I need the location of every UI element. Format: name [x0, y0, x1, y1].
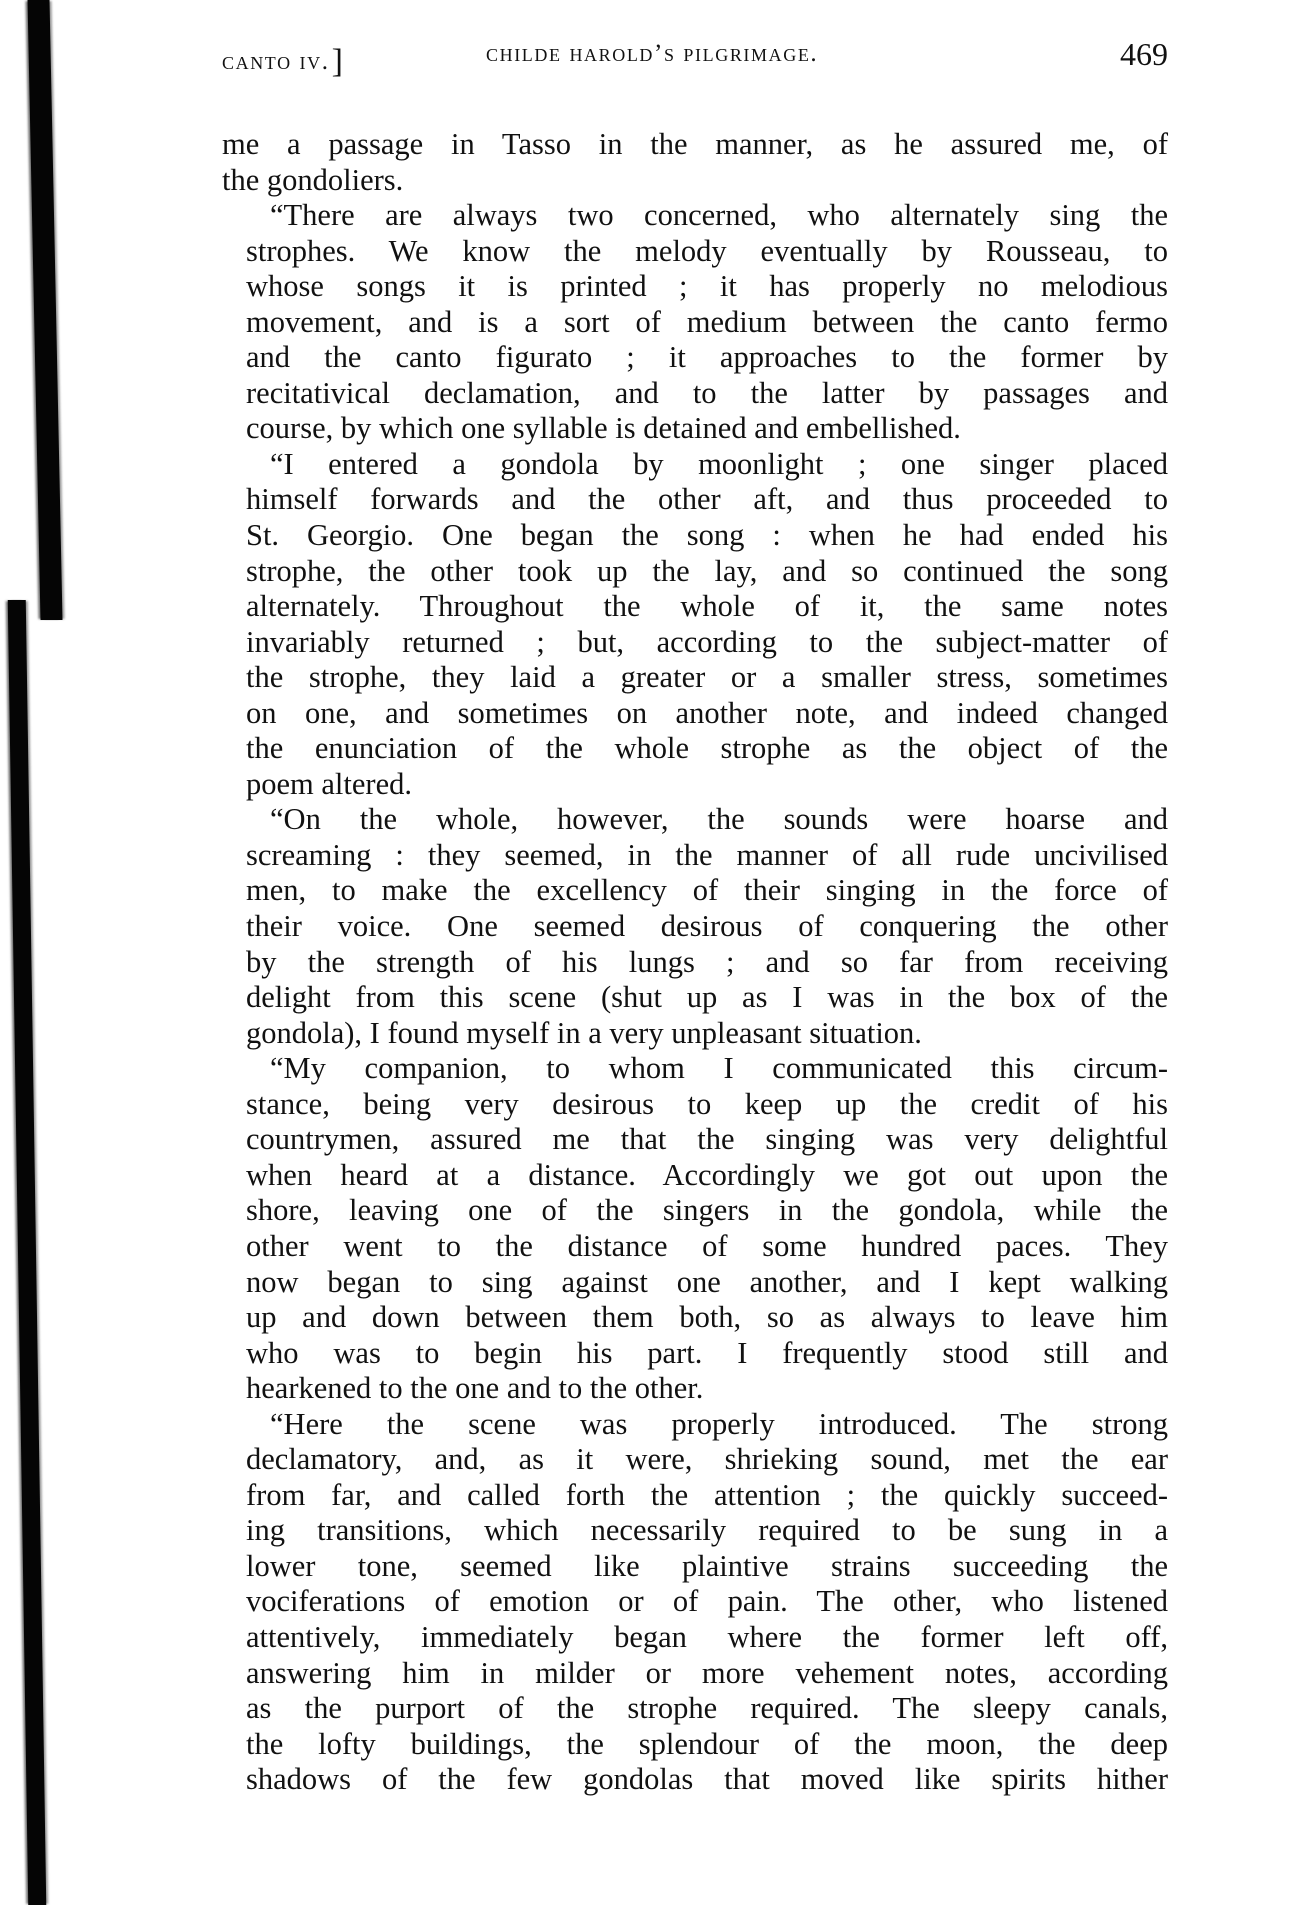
running-header-canto	[222, 40, 345, 78]
text-line: the gondoliers.	[222, 162, 404, 197]
text-line: vociferations of emotion or of pain. The other, who listened	[246, 1584, 1168, 1619]
text-line: St. Georgio. One began the song : when he had ended his	[246, 518, 1168, 553]
text-line: from far, and called forth the attention ; the quickly succeed-	[246, 1477, 1168, 1512]
paragraph	[222, 1407, 1168, 1798]
text-line: “I entered a gondola by moonlight ; one singer placed	[270, 446, 1168, 481]
text-line: on one, and sometimes on another note, and indeed changed	[246, 695, 1168, 730]
text-line: himself forwards and the other aft, and thus proceeded to	[246, 482, 1168, 517]
text-line: who was to begin his part. I frequently stood still and	[246, 1335, 1168, 1370]
text-line: “My companion, to whom I communicated this circum-	[270, 1051, 1168, 1086]
text-line: the lofty buildings, the splendour of the moon, the deep	[246, 1726, 1168, 1761]
text-line: recitativical declamation, and to the latter by passages and	[246, 375, 1168, 410]
text-line: and the canto figurato ; it approaches to the former by	[246, 340, 1168, 375]
text-line: “There are always two concerned, who alternately sing the	[270, 198, 1168, 233]
text-line: poem altered.	[246, 766, 412, 801]
paragraph	[222, 1051, 1168, 1406]
text-line: course, by which one syllable is detained and embellished.	[246, 411, 961, 446]
text-line: delight from this scene (shut up as I was in the box of the	[246, 980, 1168, 1015]
scan-binding-edge-upper	[28, 0, 63, 620]
text-line: “Here the scene was properly introduced. The strong	[270, 1406, 1168, 1441]
paragraph	[222, 447, 1168, 802]
text-line: movement, and is a sort of medium between the canto fermo	[246, 304, 1168, 339]
header-bracket: ]	[331, 43, 345, 80]
text-line: as the purport of the strophe required. The sleepy canals,	[246, 1691, 1168, 1726]
text-line: stance, being very desirous to keep up the credit of his	[246, 1086, 1168, 1121]
text-line: up and down between them both, so as always to leave him	[246, 1300, 1168, 1335]
text-line: the strophe, they laid a greater or a smaller stress, sometimes	[246, 660, 1168, 695]
text-line: attentively, immediately began where the former left off,	[246, 1619, 1168, 1654]
body-text	[222, 127, 1168, 1798]
text-line: “On the whole, however, the sounds were hoarse and	[270, 802, 1168, 837]
text-line: invariably returned ; but, according to the subject-matter of	[246, 624, 1168, 659]
text-line: declamatory, and, as it were, shrieking sound, met the ear	[246, 1442, 1168, 1477]
text-line: answering him in milder or more vehement notes, according	[246, 1655, 1168, 1690]
text-line: by the strength of his lungs ; and so far from receiving	[246, 944, 1168, 979]
canto-label: canto iv.	[222, 48, 330, 75]
text-line: alternately. Throughout the whole of it, the same notes	[246, 589, 1168, 624]
running-header	[222, 36, 1170, 90]
page-number: 469	[1120, 36, 1168, 72]
text-line: now began to sing against one another, and I kept walking	[246, 1264, 1168, 1299]
text-line: shore, leaving one of the singers in the gondola, while the	[246, 1193, 1168, 1228]
text-line: when heard at a distance. Accordingly we got out upon the	[246, 1157, 1168, 1192]
text-line: countrymen, assured me that the singing was very delightful	[246, 1122, 1168, 1157]
paragraph	[222, 802, 1168, 1051]
text-line: hearkened to the one and to the other.	[246, 1371, 704, 1406]
running-header-title: childe harold’s pilgrimage.	[486, 40, 819, 67]
text-line: ing transitions, which necessarily required to be sung in a	[246, 1513, 1168, 1548]
text-line: their voice. One seemed desirous of conquering the other	[246, 909, 1168, 944]
text-line: strophes. We know the melody eventually by Rousseau, to	[246, 233, 1168, 268]
text-line: me a passage in Tasso in the manner, as he assured me, of	[222, 127, 1168, 161]
text-line: screaming : they seemed, in the manner of all rude uncivilised	[246, 837, 1168, 872]
text-line: other went to the distance of some hundred paces. They	[246, 1228, 1168, 1263]
text-line: the enunciation of the whole strophe as the object of the	[246, 731, 1168, 766]
text-line: whose songs it is printed ; it has properly no melodious	[246, 269, 1168, 304]
paragraph	[222, 127, 1168, 198]
text-line: men, to make the excellency of their singing in the force of	[246, 873, 1168, 908]
text-line: shadows of the few gondolas that moved like spirits hither	[246, 1762, 1168, 1797]
paragraph	[222, 198, 1168, 447]
scan-binding-edge-lower	[8, 600, 47, 1905]
text-line: gondola), I found myself in a very unpleasant situation.	[246, 1015, 922, 1050]
text-line: lower tone, seemed like plaintive strains succeeding the	[246, 1548, 1168, 1583]
text-line: strophe, the other took up the lay, and so continued the song	[246, 553, 1168, 588]
